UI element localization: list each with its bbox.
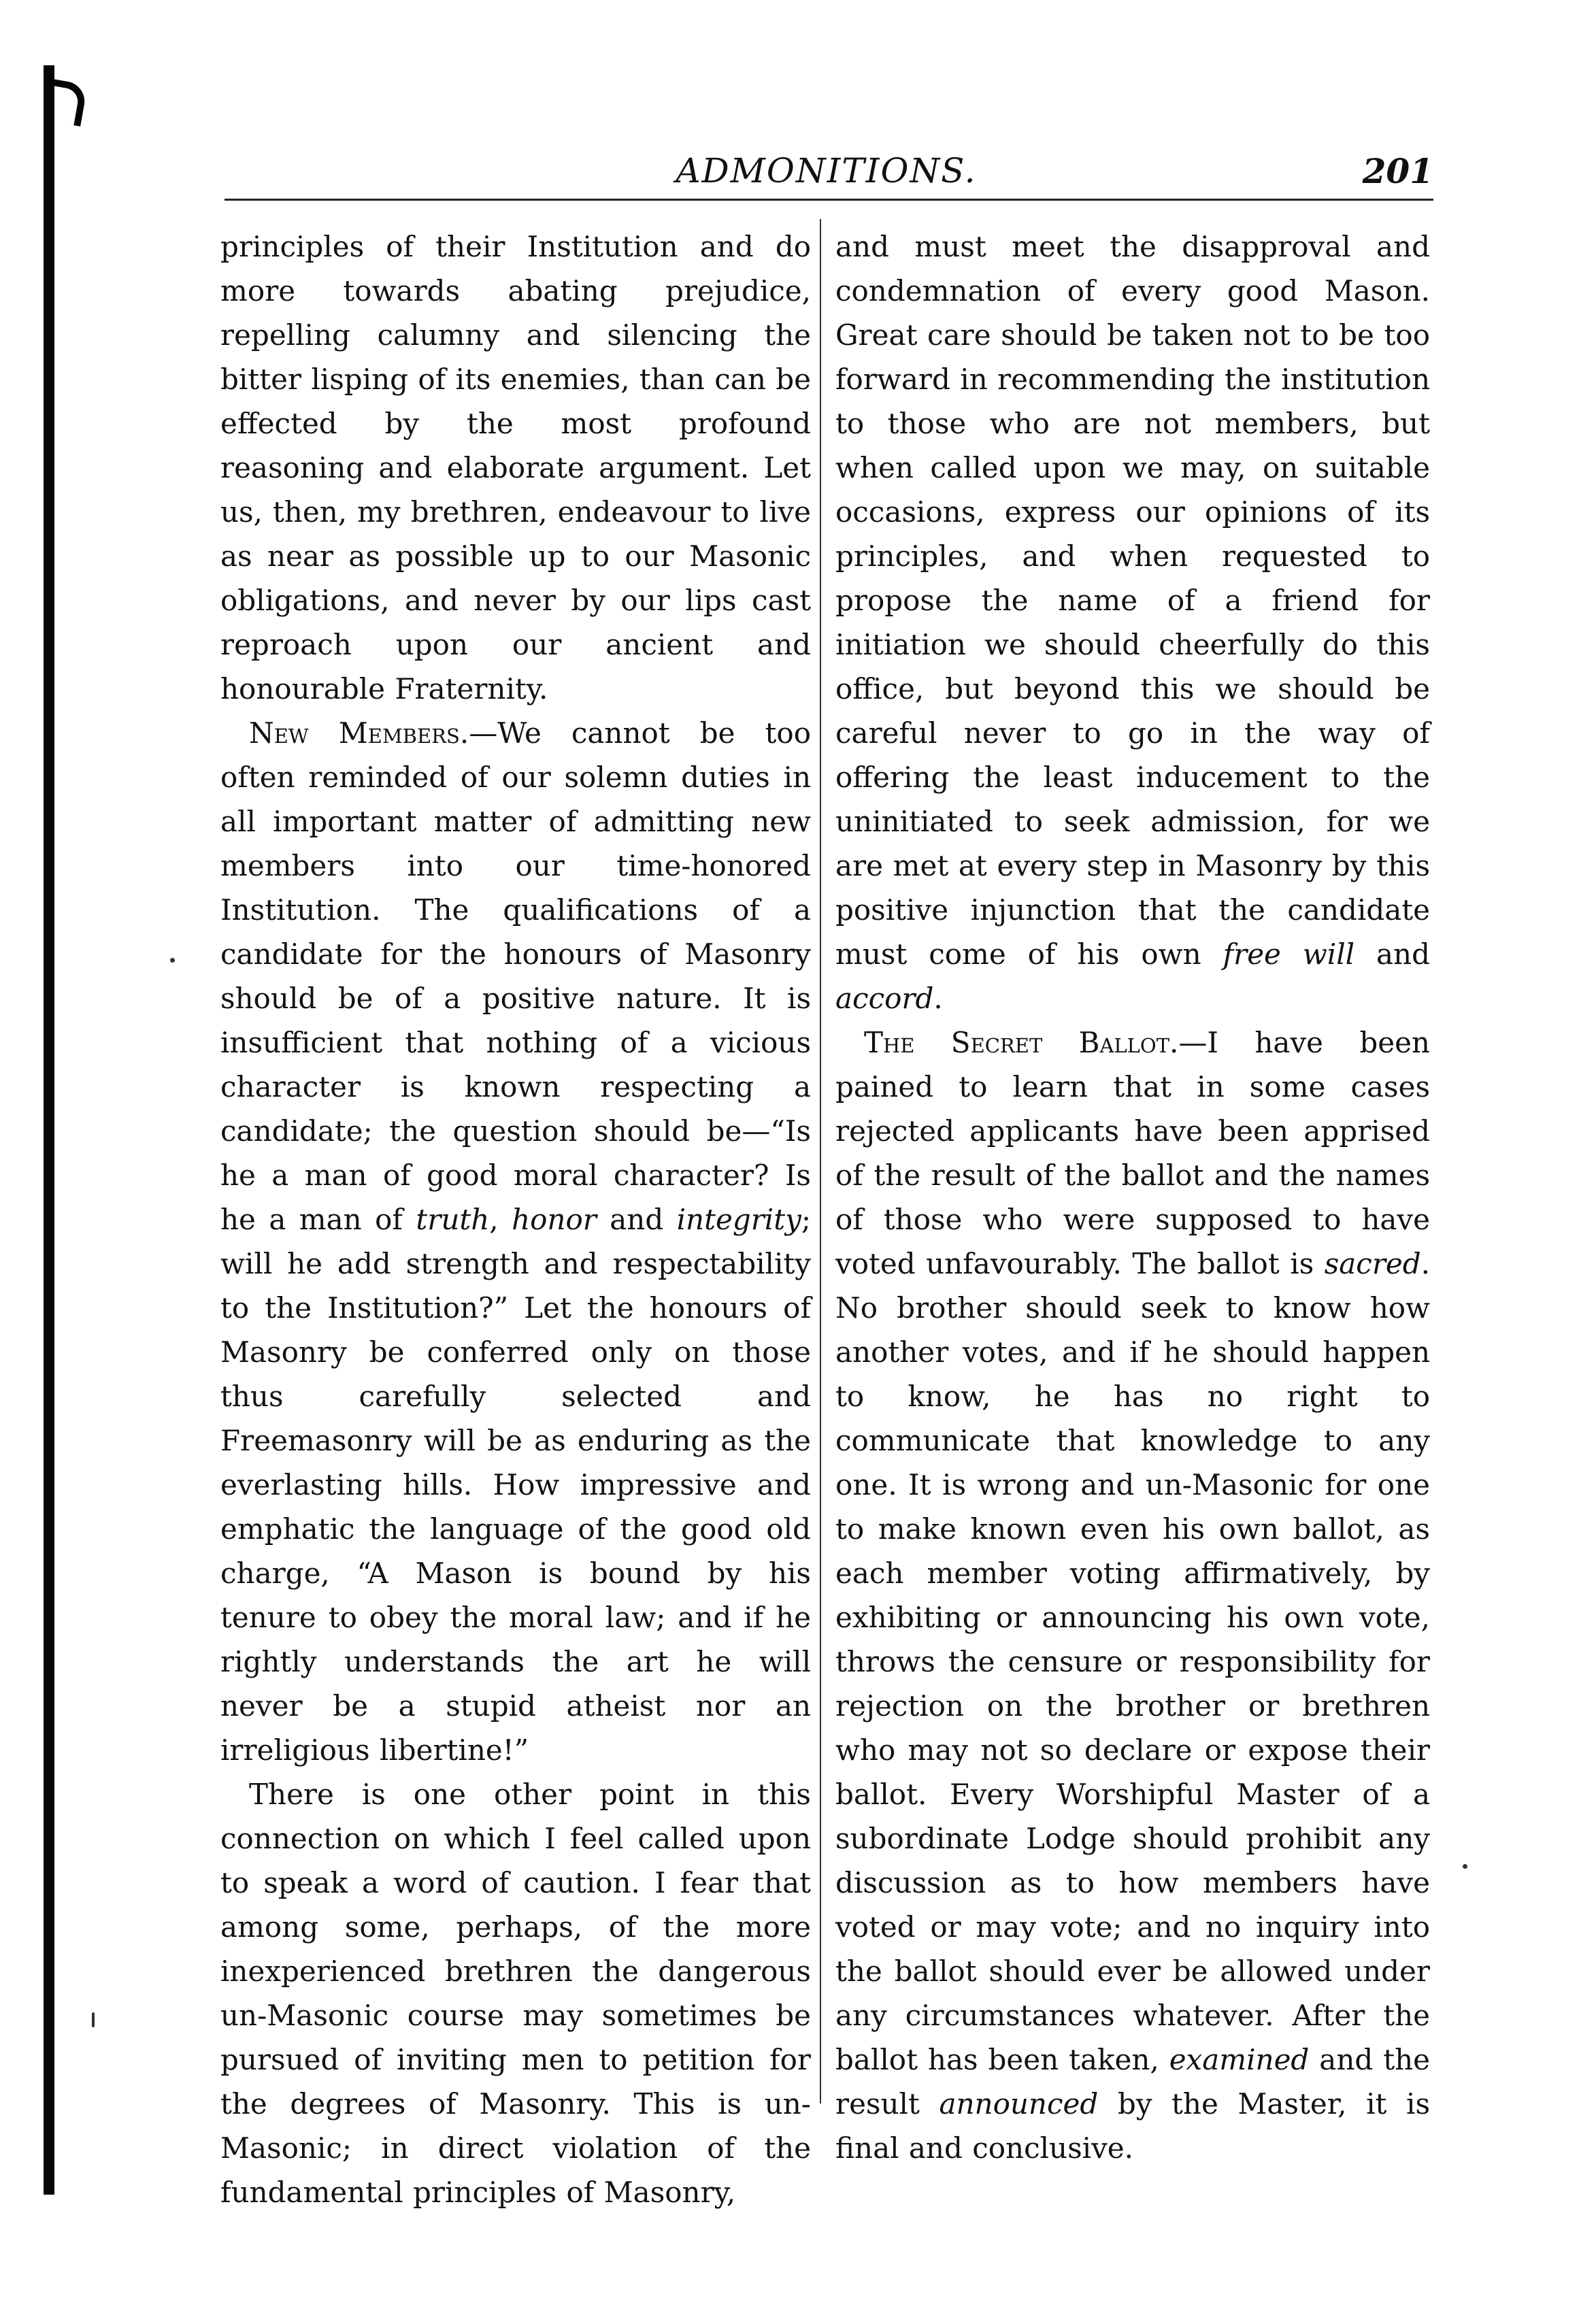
emphasis-integrity: integrity (676, 1203, 801, 1236)
secret-ballot-heading: The Secret Ballot. (864, 1026, 1179, 1059)
secret-ballot-paragraph (835, 1020, 1430, 2170)
text-run: . (933, 982, 943, 1015)
scan-hook-mark (46, 79, 88, 127)
left-column (220, 225, 811, 2214)
margin-speck (92, 2012, 95, 2027)
left-paragraph-1: principles of their Institution and do more towards abating prejudice, repelling calumny and silencing the bitter lisping of its enemies, than can be effected by the most profound reasoning and elaborate argument. Let us, then, my brethren, endeavour to live as near as possible up to our Masonic obligations, and never by our lips cast reproach upon our ancient and honourable Fraternity. (220, 230, 811, 705)
page-header (219, 151, 1433, 199)
text-run: —I have been pained to learn that in some cases rejected applicants have been apprised of the result of the ballot and the names of those who were supposed to have voted unfavourably. The ballot is (835, 1026, 1430, 1280)
emphasis-accord: accord (835, 982, 934, 1015)
right-paragraph-1 (835, 225, 1430, 1020)
text-run: ; will he add strength and respectability to the Institution?” Let the honours of Masonry be conferred only on those thus carefully selected and Freemasonry will be as enduring as the everlasting hills. How impressive and emphatic the language of the good old charge, “A Mason is bound by his tenure to obey the moral law; and if he rightly understands the art he will never be a stupid atheist nor an irreligious libertine!” (220, 1203, 811, 1767)
margin-speck (1463, 1864, 1467, 1869)
emphasis-honor: honor (512, 1203, 597, 1236)
running-head: ADMONITIONS. (676, 151, 977, 190)
text-run: , (489, 1203, 512, 1236)
left-paragraph-3: There is one other point in this connection on which I feel called upon to speak a word of caution. I fear that among some, perhaps, of the more inexperienced brethren the dangerous un-Masonic course may sometimes be pursued of inviting men to petition for the degrees of Masonry. This is un-Masonic; in direct violation of the fundamental principles of Masonry, (220, 1778, 811, 2209)
margin-speck (170, 958, 175, 963)
emphasis-truth: truth (416, 1203, 490, 1236)
text-run: and the result (835, 2043, 1430, 2121)
emphasis-sacred: sacred (1324, 1247, 1421, 1280)
emphasis-free-will: free will (1223, 937, 1355, 971)
scan-edge-shadow (44, 65, 54, 2195)
column-divider (820, 219, 821, 2104)
new-members-heading: New Members. (249, 716, 469, 750)
text-run: —We cannot be too often reminded of our solemn duties in all important matter of admitting new members into our time-honored Institution. The qualifications of a candidate for the honours of Masonry should be of a positive nature. It is insufficient that nothing of a vicious character is known respecting a candidate; the question should be—“Is he a man of good moral character? Is he a man of (220, 716, 812, 1236)
text-run: and must meet the disapproval and condemnation of every good Mason. Great care should be taken not to be too forward in recommending the institution to those who are not members, but when called upon we may, on suitable occasions, express our opinions of its principles, and when requested to propose the name of a friend for initiation we should cheerfully do this office, but beyond this we should be careful never to go in the way of offering the least inducement to the uninitiated to seek admission, for we are met at every step in Masonry by this positive injunction that the candidate must come of his own (835, 230, 1431, 971)
text-run: . No brother should seek to know how another votes, and if he should happen to know, he has no right to communicate that knowledge to any one. It is wrong and un-Masonic for one to make known even his own ballot, as each member voting affirmatively, by exhibiting or announcing his own vote, throws the censure or responsibility for rejection on the brother or brethren who may not so declare or expose their ballot. Every Worshipful Master of a subordinate Lodge should prohibit any discussion as to how members have voted or may vote; and no inquiry into the ballot should ever be allowed under any circumstances whatever. After the ballot has been taken, (835, 1247, 1430, 2076)
emphasis-announced: announced (939, 2087, 1099, 2121)
header-rule (225, 199, 1433, 201)
page-number: 201 (1362, 151, 1433, 191)
emphasis-examined: examined (1169, 2043, 1310, 2076)
right-column (835, 225, 1430, 2170)
new-members-paragraph (220, 711, 811, 1772)
text-run: and (596, 1203, 677, 1236)
text-run: by the Master, it is final and conclusive. (835, 2087, 1430, 2165)
text-run: and (1354, 937, 1430, 971)
